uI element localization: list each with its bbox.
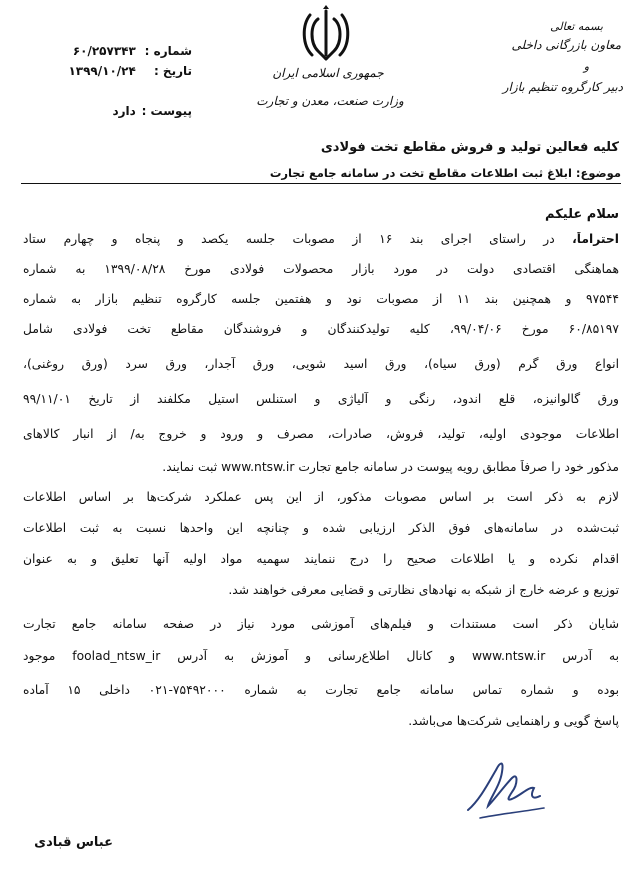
- body-line: مذکور خود را صرفاً مطابق رویه پیوست در سامانه جامع تجارت www.ntsw.ir ثبت نمایند.: [162, 460, 619, 474]
- body-line: شایان ذکر است مستندات و فیلم‌های آموزشی مورد نیاز در صفحه سامانه جامع تجارت: [23, 617, 619, 631]
- date-label: تاریخ :: [153, 64, 192, 78]
- letter-date: [22, 64, 192, 78]
- bismillah-heading: بسمه تعالی: [550, 20, 603, 33]
- body-lead: احتراماً،: [572, 232, 619, 246]
- sender-role-line3: دبیر کارگروه تنظیم بازار: [502, 80, 623, 94]
- body-line: توزیع و عرضه خارج از شبکه به نهادهای نظارتی و قضایی معرفی خواهند شد.: [228, 583, 619, 597]
- body-line: اطلاعات موجودی اولیه، تولید، فروش، صادرات، مصرف و ورود و خروج به/ از انبار کالاهای: [23, 427, 619, 441]
- attachment-label: پیوست :: [141, 104, 192, 118]
- body-line: ورق گالوانیزه، قلع اندود، رنگی و آلیاژی و استنلس استیل مکلفند از تاریخ ۹۹/۱۱/۰۱: [23, 392, 619, 406]
- body-line: اقدام نکرده و یا اطلاعات صحیح را درج ننمایند سهمیه مواد اولیه آنها تعلیق و به عنوان: [23, 552, 619, 566]
- sender-role-line1: معاون بازرگانی داخلی: [511, 38, 621, 52]
- body-line: انواع ورق گرم (ورق سیاه)، ورق اسید شویی، ورق آجدار، ورق سرد (ورق روغنی)،: [23, 357, 619, 371]
- body-text: در راستای اجرای بند ۱۶ از مصوبات جلسه یکصد و پنجاه و چهارم ستاد: [23, 232, 555, 246]
- letter-number: [22, 44, 192, 58]
- body-line: لازم به ذکر است بر اساس مصوبات مذکور، از این پس عملکرد شرکت‌ها بر اساس اطلاعات: [23, 490, 619, 504]
- body-line: بوده و شماره تماس سامانه جامع تجارت به شماره ۷۵۴۹۲۰۰۰-۰۲۱ داخلی ۱۵ آماده: [23, 683, 619, 697]
- signer-name: عباس قبادی: [34, 835, 113, 850]
- body-line: [23, 232, 619, 246]
- addressee: کلیه فعالین تولید و فروش مقاطع تخت فولادی: [320, 140, 619, 155]
- greeting: سلام علیکم: [545, 207, 619, 222]
- sender-role-line2: و: [583, 60, 589, 73]
- date-value: ۱۳۹۹/۱۰/۲۴: [68, 64, 136, 78]
- attachment-value: دارد: [112, 104, 136, 118]
- body-line: پاسخ گویی و راهنمایی شرکت‌ها می‌باشد.: [408, 714, 619, 728]
- body-line: ۶۰/۸۵۱۹۷ مورخ ۹۹/۰۴/۰۶، کلیه تولیدکنندگان و فروشندگان مقاطع تخت فولادی شامل: [23, 322, 619, 336]
- letter-attachment: [22, 104, 192, 118]
- body-line: ثبت‌شده در سامانه‌های فوق الذکر ارزیابی شده و چنانچه این واحدها نسبت به ثبت اطلاعات: [23, 521, 619, 535]
- signature-scribble: [460, 740, 570, 825]
- iran-emblem-icon: [300, 5, 352, 67]
- body-line: ۹۷۵۴۴ و همچنین بند ۱۱ از مصوبات نود و هفتمین جلسه کارگروه تنظیم بازار به شماره: [23, 292, 619, 306]
- body-line: هماهنگی اقتصادی دولت در مورد بازار محصولات فولادی مورخ ۱۳۹۹/۰۸/۲۸ به شماره: [23, 262, 619, 276]
- ministry-name: وزارت صنعت، معدن و تجارت: [256, 94, 404, 108]
- number-value: ۶۰/۲۵۷۳۴۳: [72, 44, 136, 58]
- number-label: شماره :: [144, 44, 192, 58]
- body-line: به آدرس www.ntsw.ir و کانال اطلاع‌رسانی و آموزش به آدرس foolad_ntsw_ir موجود: [23, 649, 619, 663]
- government-name: جمهوری اسلامی ایران: [272, 66, 384, 80]
- subject-line: موضوع: ابلاغ ثبت اطلاعات مقاطع تخت در سامانه جامع تجارت: [269, 166, 621, 180]
